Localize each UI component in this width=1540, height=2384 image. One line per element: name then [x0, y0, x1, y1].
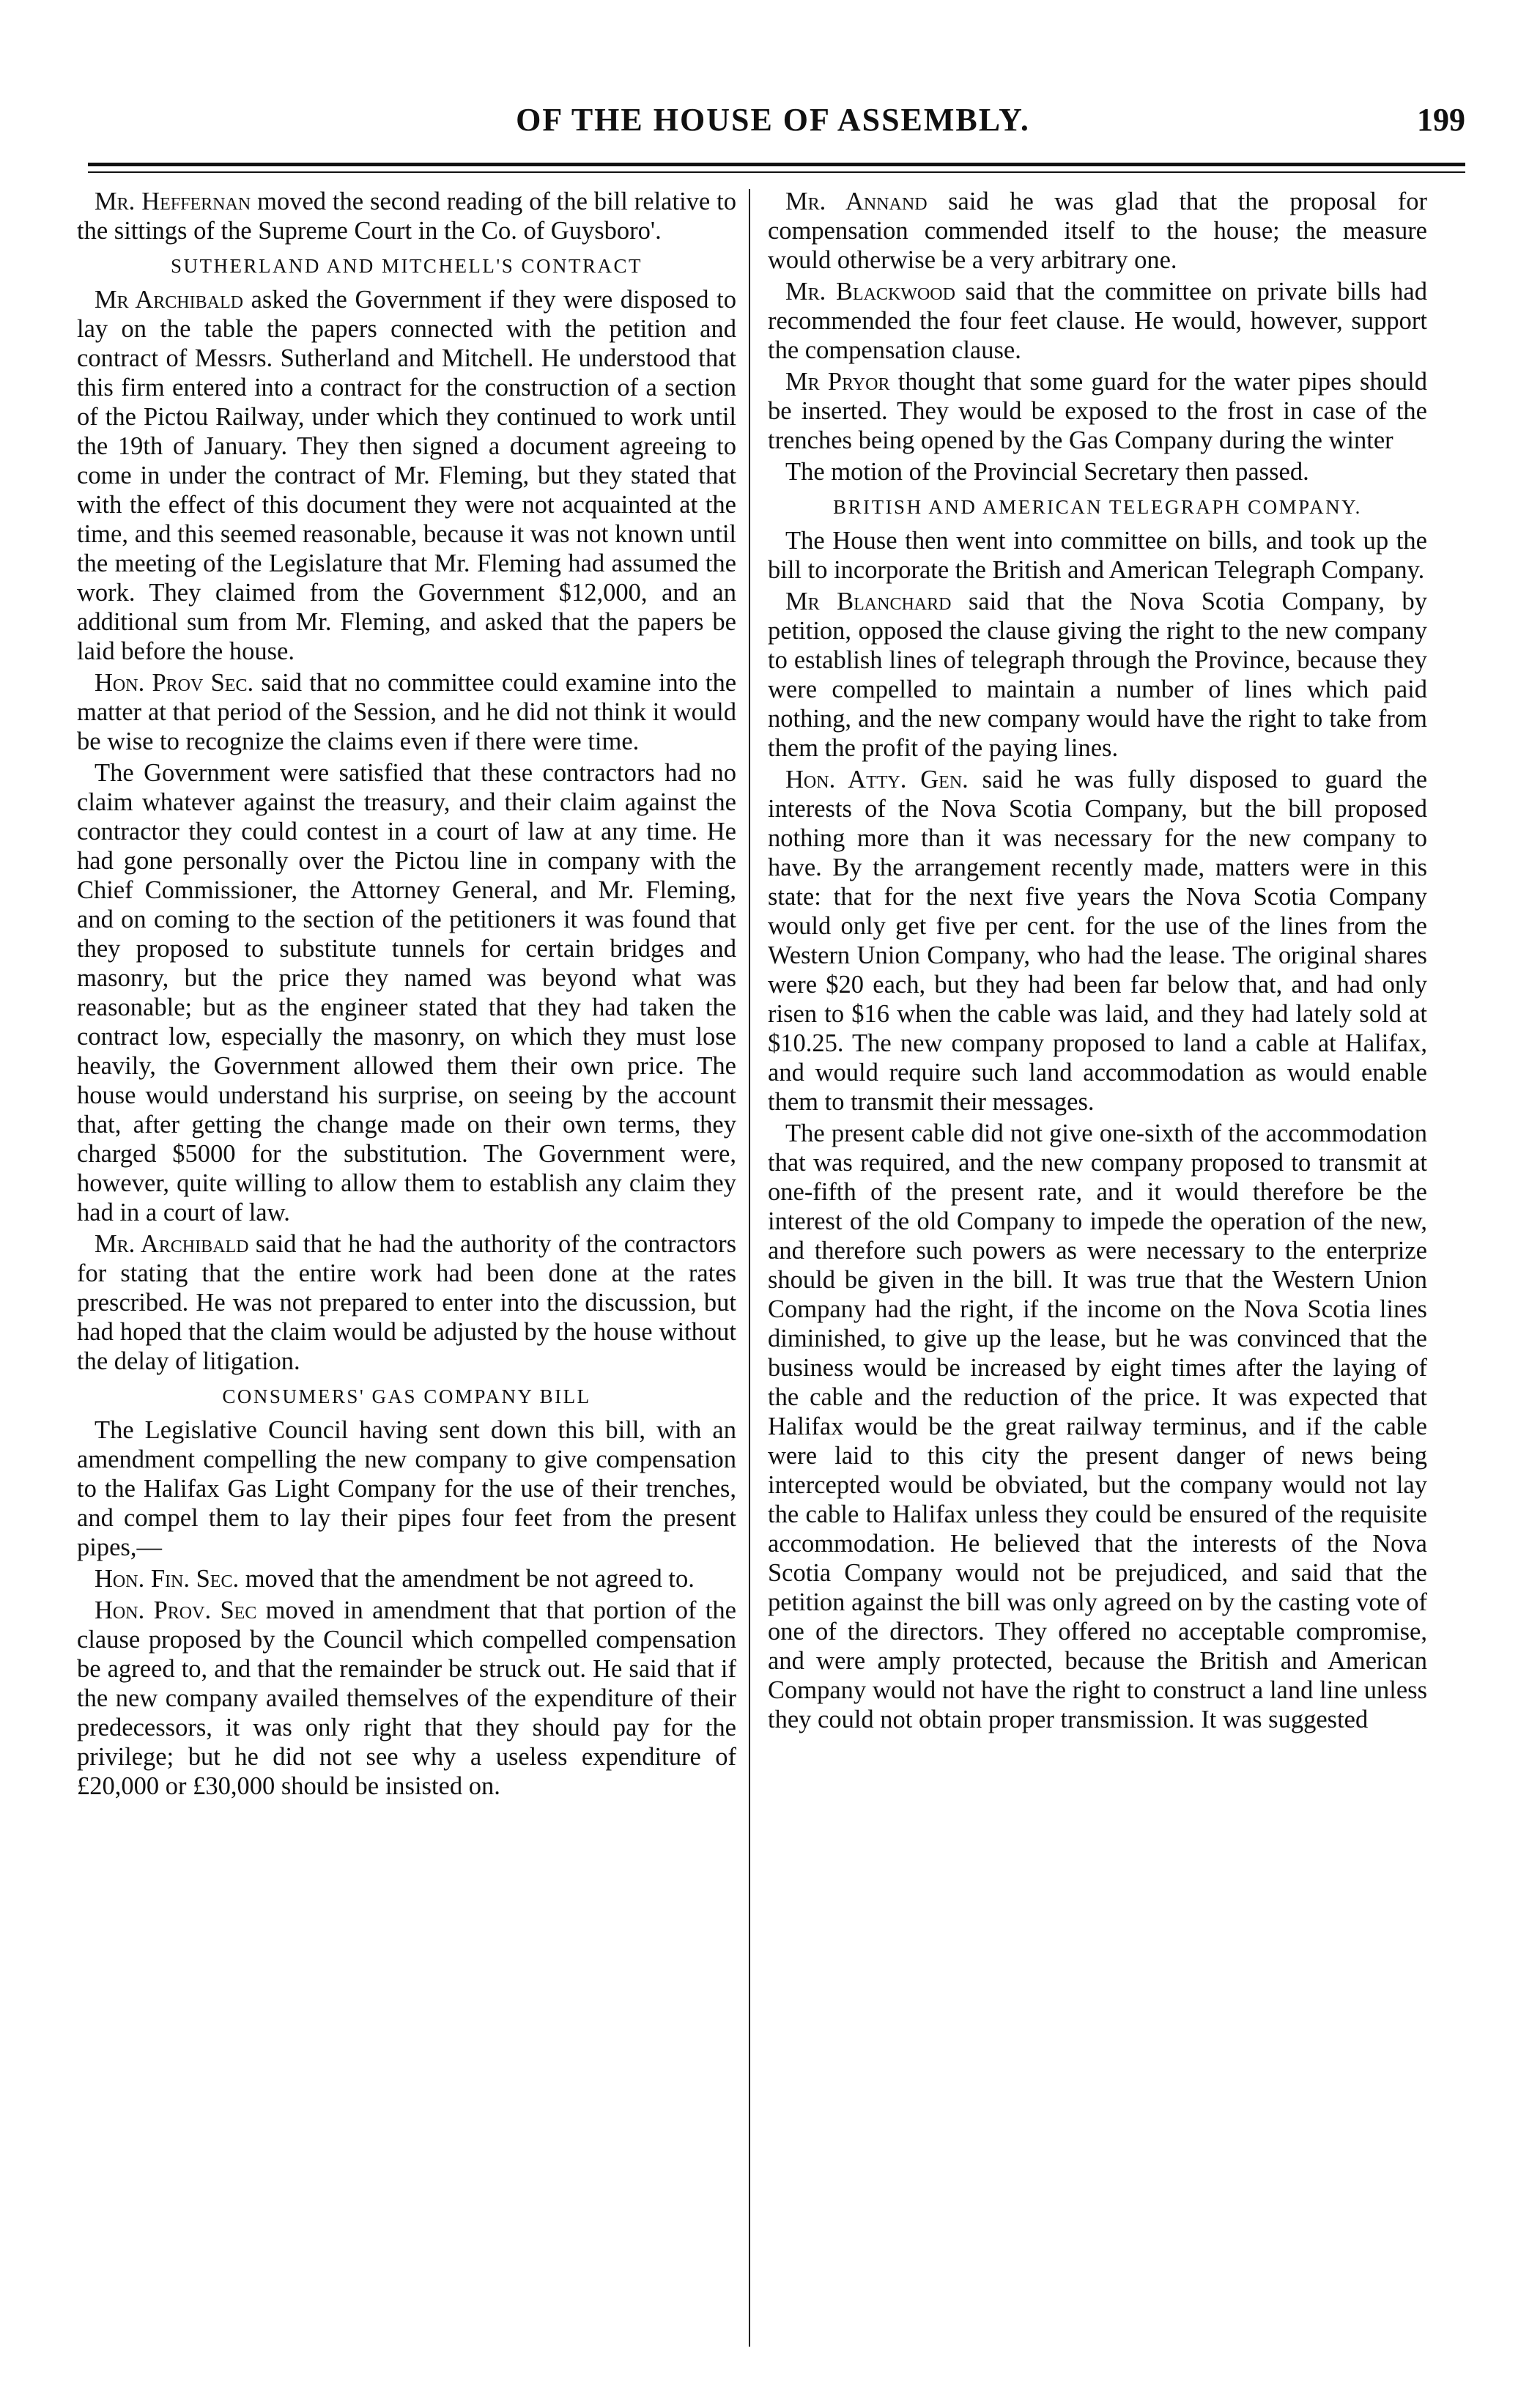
paragraph: [768, 1119, 1427, 1734]
paragraph: [768, 765, 1427, 1117]
paragraph-text: The Government were satisfied that these contractors had no claim whatever against the treasury, and their claim against the contractor they could contest in a court of law at any time. He had gone personally over the Pictou line in company with the Chief Commissioner, the Attorney General, and Mr. Fleming, and on coming to the section of the petitioners it was found that they proposed to substitute tunnels for certain bridges and masonry, but the price they named was beyond what was reasonable; but as the engineer stated that they had taken the contract low, especially the masonry, on which they must lose heavily, the Government allowed them their own price. The house would understand his surprise, on seeing by the account that, after getting the change made on their own terms, they charged $5000 for the substitution. The Government were, however, quite willing to allow them to establish any claim they had in a court of law.: [77, 759, 736, 1226]
page-number: 199: [1417, 102, 1465, 138]
paragraph: [768, 587, 1427, 763]
left-column: [77, 187, 736, 2355]
speaker-name: Hon. Atty. Gen.: [785, 766, 969, 793]
paragraph-text: The present cable did not give one-sixth of the accommodation that was required, and the new company proposed to transmit at one-fifth of the present rate, and it would therefore be the interest of the old Company to impede the operation of the new, and therefore such powers as were necessary to the enterprize should be given in the bill. It was true that the Western Union Company had the right, if the income on the Nova Scotia lines diminished, to give up the lease, but he was convinced that the business would be increased by eight times after the laying of the cable and the reduction of the price. It was expected that Halifax would be the great railway terminus, and if the cable were laid to this city the present danger of news being intercepted would be obviated, but the company would not lay the cable to Halifax unless they could be ensured of the requisite accommodation. He believed that the interests of the Nova Scotia Company would not be prejudiced, and said that the petition against the bill was only agreed on by the casting vote of one of the directors. They offered no acceptable compromise, and were amply protected, because the British and American Company would not have the right to construct a land line unless they could not obtain proper transmission. It was suggested: [768, 1119, 1427, 1733]
paragraph: [77, 1229, 736, 1376]
paragraph: [77, 1596, 736, 1801]
paragraph: [77, 1564, 736, 1593]
speaker-name: Hon. Prov. Sec: [95, 1596, 257, 1624]
paragraph-text: asked the Government if they were disposed to lay on the table the papers connected with the petition and contract of Messrs. Sutherland and Mitchell. He understood that this firm entered into a contract for the construction of a section of the Pictou Railway, under which they continued to work until the 19th of January. They then signed a document agreeing to come in under the contract of Mr. Fleming, but they stated that with the effect of this document they were not acquainted at the time, and this seemed reasonable, because it was not known until the meeting of the Legislature that Mr. Fleming had assumed the work. They claimed from the Government $12,000, and an additional sum from Mr. Fleming, and asked that the papers be laid before the house.: [77, 286, 736, 665]
paragraph: [768, 457, 1427, 486]
page-header: [81, 88, 1465, 161]
paragraph: [768, 526, 1427, 585]
speaker-name: Mr Blanchard: [785, 588, 952, 615]
paragraph-text: said he was fully disposed to guard the interests of the Nova Scotia Company, but the bill proposed nothing more than it was necessary for the new company to have. By the arrangement recently made, matters were in this state: that for the next five years the Nova Scotia Company would only get five per cent. for the use of the lines from the Western Union Company, who had the lease. The original shares were $20 each, but they had been far below that, and had only risen to $16 when the cable was laid, and they had lately sold at $10.25. The new company proposed to land a cable at Halifax, and would require such land accommodation as would enable them to transmit their messages.: [768, 766, 1427, 1116]
speaker-name: Hon. Prov Sec.: [95, 669, 254, 697]
section-heading: SUTHERLAND AND MITCHELL'S CONTRACT: [170, 255, 643, 277]
speaker-name: Mr. Annand: [785, 188, 928, 215]
paragraph-text: said he was glad that the proposal for compensation commended itself to the house; the measure would otherwise be a very arbitrary one.: [768, 188, 1427, 274]
paragraph: [77, 285, 736, 666]
header-rule-thin: [88, 171, 1465, 173]
paragraph: [77, 1415, 736, 1562]
paragraph: [77, 668, 736, 756]
paragraph: [77, 187, 736, 245]
paragraph-text: moved that the amendment be not agreed to.: [245, 1565, 695, 1593]
right-column: [768, 187, 1427, 2355]
speaker-name: Mr. Heffernan: [95, 188, 251, 215]
paragraph-text: said that the committee on private bills had recommended the four feet clause. He would, however, support the compensation clause.: [768, 278, 1427, 364]
column-divider: [749, 189, 750, 2347]
paragraph: [768, 277, 1427, 365]
speaker-name: Hon. Fin. Sec.: [95, 1565, 240, 1593]
paragraph-text: said that no committee could examine into the matter at that period of the Session, and he did not think it would be wise to recognize the claims even if there were time.: [77, 669, 736, 755]
paragraph-text: The Legislative Council having sent down this bill, with an amendment compelling the new company to give compensation to the Halifax Gas Light Company for the use of their trenches, and compel them to lay their pipes four feet from the present pipes,—: [77, 1416, 736, 1561]
section-heading: CONSUMERS' GAS COMPANY BILL: [222, 1385, 591, 1407]
paragraph: [768, 187, 1427, 275]
paragraph-text: The House then went into committee on bills, and took up the bill to incorporate the British and American Telegraph Company.: [768, 527, 1427, 584]
speaker-name: Mr Archibald: [95, 286, 243, 314]
paragraph-text: thought that some guard for the water pipes should be inserted. They would be exposed to the frost in case of the trenches being opened by the Gas Company during the winter: [768, 368, 1427, 454]
paragraph-text: moved the second reading of the bill relative to the sittings of the Supreme Court in the Co. of Guysboro'.: [77, 188, 736, 245]
section-heading: BRITISH AND AMERICAN TELEGRAPH COMPANY.: [833, 496, 1362, 518]
paragraph-text: said that he had the authority of the contractors for stating that the entire work had been done at the rates prescribed. He was not prepared to enter into the discussion, but had hoped that the claim would be adjusted by the house without the delay of litigation.: [77, 1230, 736, 1375]
paragraph: [768, 367, 1427, 455]
running-title: OF THE HOUSE OF ASSEMBLY.: [516, 102, 1030, 138]
paragraph: [77, 758, 736, 1227]
paragraph-text: moved in amendment that that portion of the clause proposed by the Council which compelled compensation be agreed to, and that the remainder be struck out. He said that if the new company availed themselves of the expenditure of their predecessors, it was only right that they should pay for the privilege; but he did not see why a useless expenditure of £20,000 or £30,000 should be insisted on.: [77, 1596, 736, 1800]
paragraph-text: said that the Nova Scotia Company, by petition, opposed the clause giving the right to the new company to establish lines of telegraph through the Province, because they were compelled to maintain a number of lines which paid nothing, and the new company would have the right to take from them the profit of the paying lines.: [768, 588, 1427, 762]
speaker-name: Mr. Archibald: [95, 1230, 249, 1258]
paragraph-text: The motion of the Provincial Secretary then passed.: [785, 458, 1309, 486]
header-rule-thick: [88, 163, 1465, 166]
speaker-name: Mr. Blackwood: [785, 278, 955, 306]
speaker-name: Mr Pryor: [785, 368, 890, 396]
